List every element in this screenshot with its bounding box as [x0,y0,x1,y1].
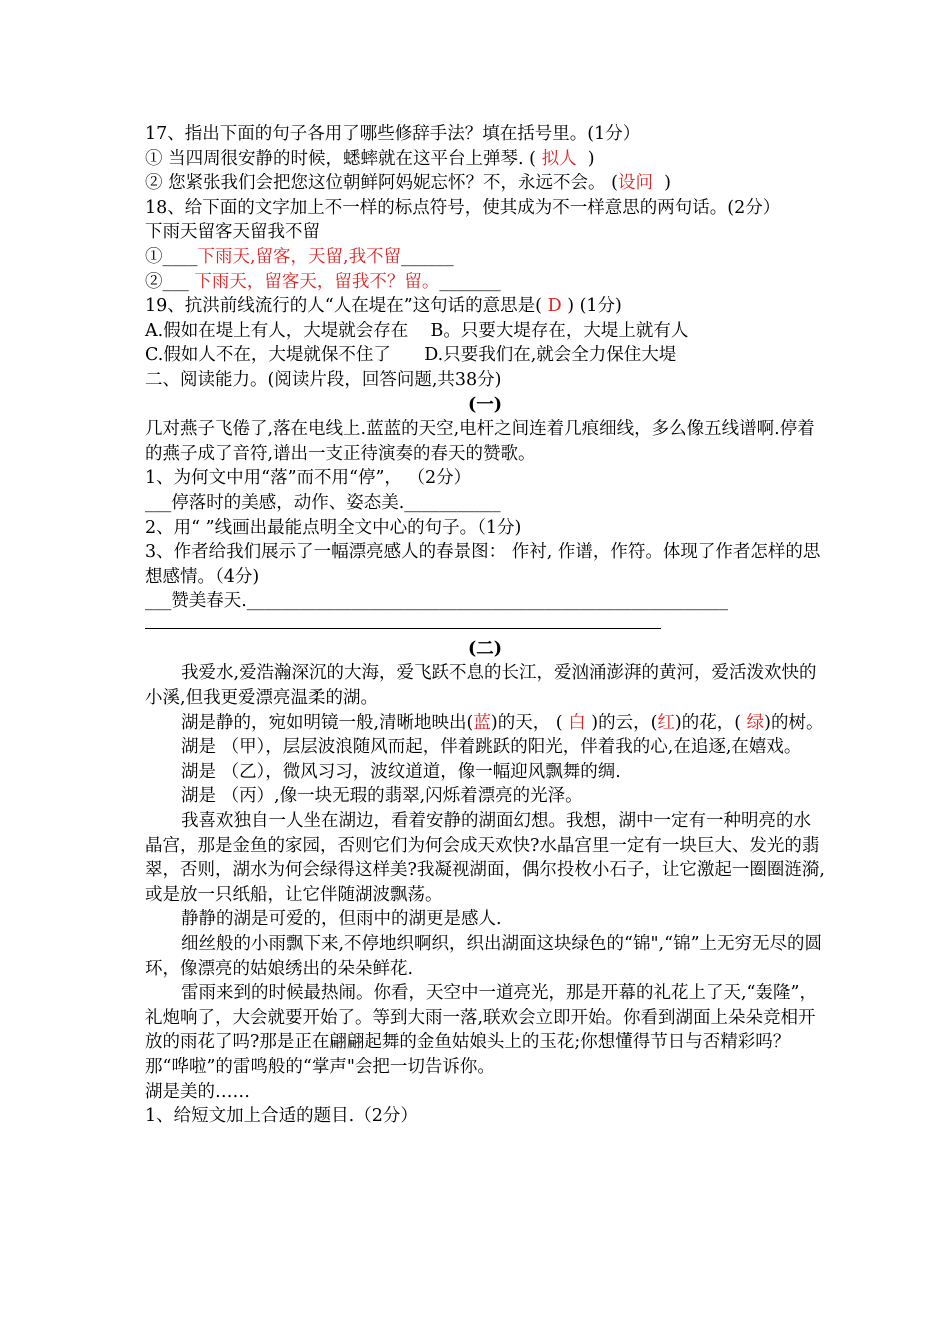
q17-answer-1: 拟人 [541,148,577,169]
part-2-paragraph-7: 静静的湖是可爱的，但雨中的湖更是感人. [181,909,502,930]
q19-options-ab [145,319,825,344]
q19-title: 19、抗洪前线流行的人“人在堤在”这句话的意思是( D ) (1分) [145,296,622,317]
part-2-question-1: 1、给短文加上合适的题目.（2分） [145,1106,418,1127]
part-2-paragraph-5: 湖是 （丙）,像一块无瑕的翡翠,闪烁着漂亮的光泽。 [181,786,583,807]
part-1-passage: 几对燕子飞倦了,落在电线上.蓝蓝的天空,电杆之间连着几痕细线，多么像五线谱啊.停着的燕子成了音符,谱出一支正待演奏的春天的赞歌。 [145,419,815,464]
part-2-paragraph-4: 湖是 （乙），微风习习，波纹道道，像一幅迎风飘舞的绸. [181,761,621,782]
q17-answer-2: 设问 [617,173,653,194]
q19-option-b: B。只要大堤存在，大堤上就有人 [430,320,689,341]
answer-rule [145,614,661,629]
q19-option-a: A.假如在堤上有人，大堤就会存在 [145,320,409,341]
q18-sentence: 下雨天留客天留我不留 [145,222,320,243]
answer-red: 红 [657,712,675,733]
part-1-question-1: 1、为何文中用“落”而不用“停”， （2分） [145,468,472,489]
part-2-paragraph-9: 雷雨来到的时候最热闹。你看，天空中一道亮光，那是开幕的礼花上了天,“轰隆”，礼炮响了，大会就要开始了。等到大雨一落,联欢会立即开始。你看到湖面上朵朵竞相开放的雨花了吗?那是正在翩翩起舞的金鱼姑娘头上的玉花;你想懂得节日与否精彩吗？那“哗啦”的雷鸣般的“掌声"会把一切告诉你。 [145,983,817,1077]
answer-green: 绿 [746,712,765,733]
part-2-heading: (二) [467,638,503,659]
q17-sentence-2: ② 您紧张我们会把您这位朝鲜阿妈妮忘怀？不，永远不会。 (设问 ) [145,173,671,194]
q18-title: 18、给下面的文字加上不一样的标点符号，使其成为不一样意思的两句话。(2分） [145,197,781,218]
part-1-question-2: 2、用“ ”线画出最能点明全文中心的句子。（1分) [145,517,522,538]
q19-option-c: C.假如人不在，大堤就保不住了 [145,345,391,366]
q17-title: 17、指出下面的句子各用了哪些修辞手法？填在括号里。(1分） [145,124,641,144]
part-1-question-3: 3、作者给我们展示了一幅漂亮感人的春景图： 作衬, 作谱，作符。体现了作者怎样的思想感情。（4分) [145,542,821,587]
part-2-paragraph-8: 细丝般的小雨飘下来,不停地织啊织，织出湖面这块绿色的“锦",“锦”上无穷无尽的圆环，像漂亮的姑娘绣出的朵朵鲜花. [145,934,823,979]
q17-sentence-1: ① 当四周很安静的时候，蟋蟀就在这平台上弹琴. ( 拟人 ) [145,148,595,169]
part-2-paragraph-2: 湖是静的，宛如明镜一般,清晰地映出(蓝)的天， ( 白 )的云，(红)的花，( 绿)的树。 [181,712,824,733]
part-1-answer-1: ___停落时的美感，动作、姿态美.___________ [145,492,501,513]
answer-blue: 蓝 [473,712,491,733]
part-2-paragraph-6: 我喜欢独自一人坐在湖边，看着安静的湖面幻想。我想，湖中一定有一种明亮的水晶宫，那是金鱼的家园，否则它们为何会成天欢快?水晶宫里一定有一块巨大、发光的翡翠，否则，湖水为何会绿得这样美?我凝视湖面，偶尔投枚小石子，让它激起一圈圈涟漪,或是放一只纸船，让它伴随湖波飘荡。 [145,811,825,905]
q18-answer-1: ①____下雨天,留客，天留,我不留______ [145,246,454,267]
part-1-answer-3: ___赞美春天._______________________________________________________ [145,591,729,612]
part-2-paragraph-1: 我爱水,爱浩瀚深沉的大海，爱飞跃不息的长江，爱汹涌澎湃的黄河，爱活泼欢快的小溪,但我更爱漂亮温柔的湖。 [145,663,817,709]
part-2-paragraph-3: 湖是 （甲），层层波浪随风而起，伴着跳跃的阳光，伴着我的心,在追逐,在嬉戏。 [181,737,802,758]
q19-option-d: D.只要我们在,就会全力保住大堤 [424,345,677,366]
part-2-paragraph-10: 湖是美的…… [145,1081,250,1102]
part-1-heading: (一) [467,394,503,415]
q19-options-cd [145,343,825,368]
q18-answer-2: ②___ 下雨天，留客天，留我不？留。_______ [145,271,501,292]
q19-answer: D [547,296,562,317]
answer-white: 白 [568,712,586,733]
section-2-title: 二、阅读能力。(阅读片段，回答问题,共38分) [145,369,502,390]
document-page [145,122,825,1129]
